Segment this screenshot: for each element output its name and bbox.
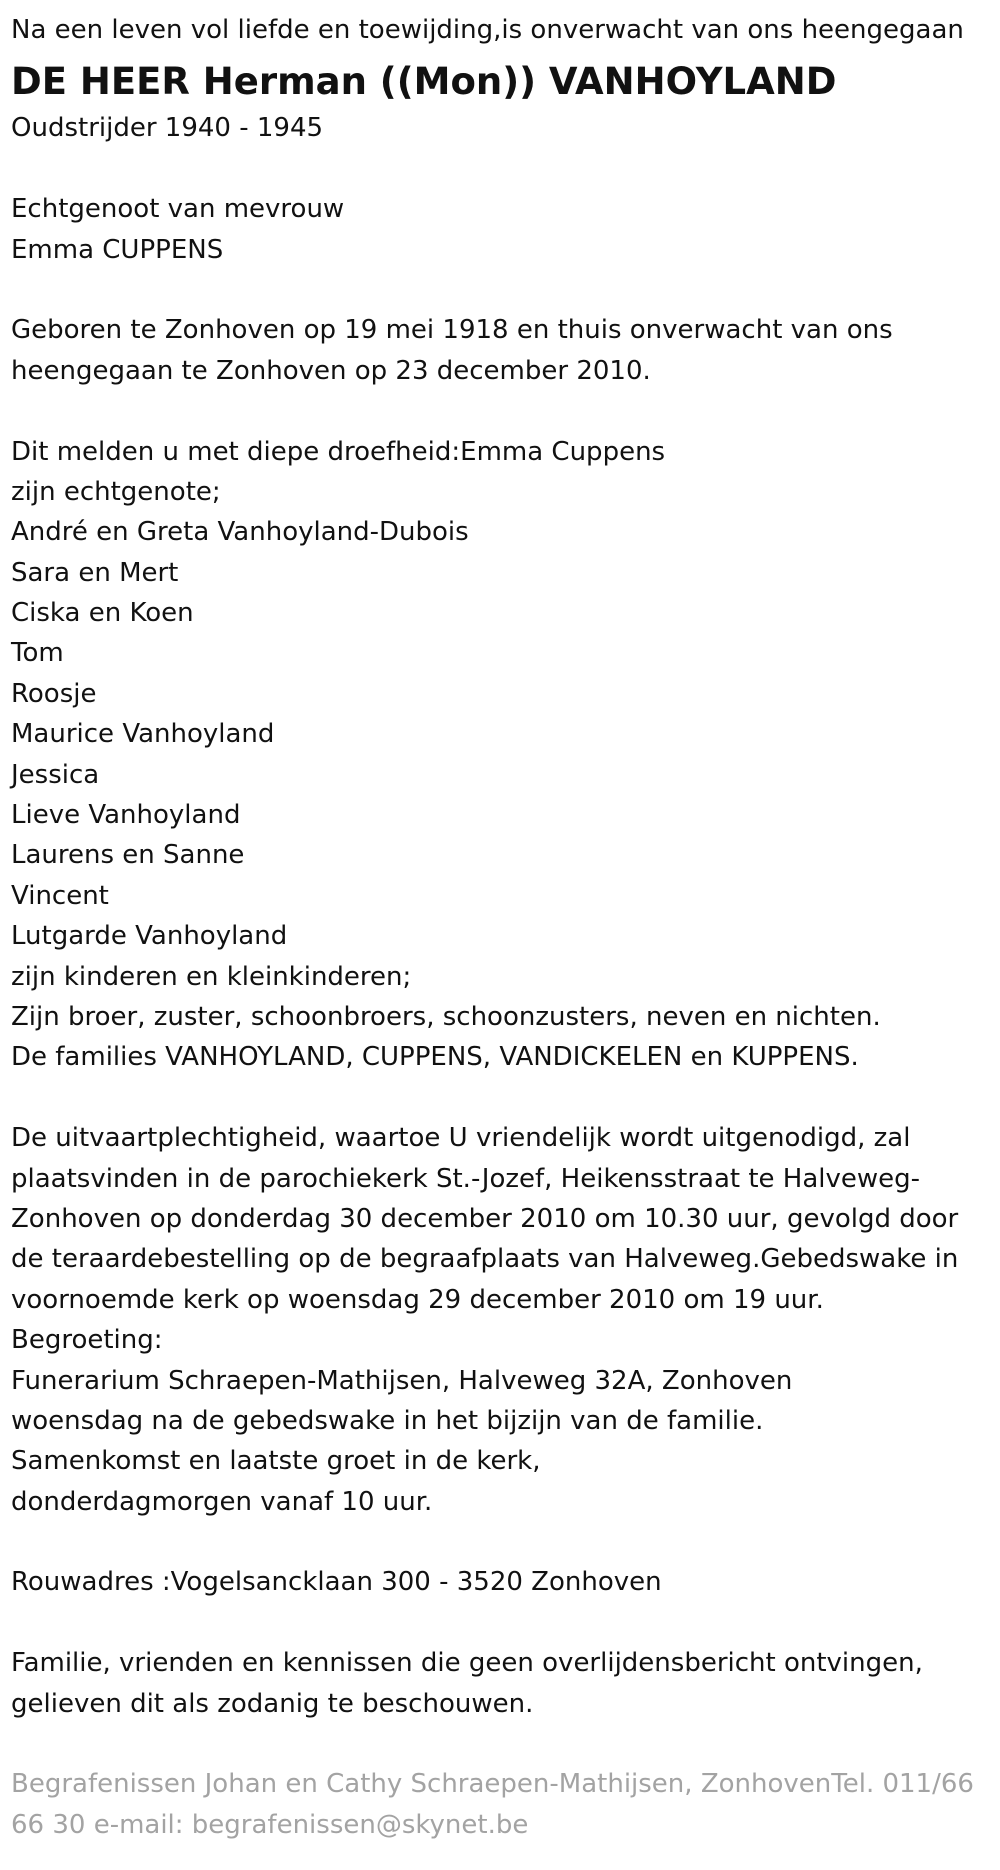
mourner-line: Tom bbox=[11, 638, 64, 669]
mourning-address: Rouwadres :Vogelsancklaan 300 - 3520 Zonhoven bbox=[11, 1567, 662, 1598]
ceremony-line: Begroeting: bbox=[11, 1325, 163, 1356]
mourner-line: Maurice Vanhoyland bbox=[11, 719, 275, 750]
spouse-section bbox=[11, 189, 989, 270]
spacer bbox=[11, 1603, 989, 1643]
ceremony-line: Samenkomst en laatste groet in de kerk, bbox=[11, 1446, 541, 1477]
ceremony-line: voornoemde kerk op woensdag 29 december 2010 om 19 uur. bbox=[11, 1284, 824, 1315]
mourners-section bbox=[11, 432, 989, 1078]
birth-death-line: heengegaan te Zonhoven op 23 december 2010. bbox=[11, 355, 651, 386]
mourner-line: André en Greta Vanhoyland-Dubois bbox=[11, 517, 469, 548]
mourner-line: Dit melden u met diepe droefheid:Emma Cuppens bbox=[11, 436, 666, 467]
spouse-name: Emma CUPPENS bbox=[11, 234, 224, 265]
spouse-line: Echtgenoot van mevrouw bbox=[11, 194, 345, 225]
mourner-line: Vincent bbox=[11, 880, 109, 911]
spacer bbox=[11, 1078, 989, 1118]
deceased-name: DE HEER Herman ((Mon)) VANHOYLAND bbox=[11, 60, 837, 104]
ceremony-line: donderdagmorgen vanaf 10 uur. bbox=[11, 1486, 433, 1517]
spacer bbox=[11, 1724, 989, 1764]
ceremony-line: Zonhoven op donderdag 30 december 2010 om 10.30 uur, gevolgd door bbox=[11, 1203, 959, 1234]
ceremony-line: De uitvaartplechtigheid, waartoe U vriendelijk wordt uitgenodigd, zal bbox=[11, 1123, 911, 1154]
birth-death-line: Geboren te Zonhoven op 19 mei 1918 en thuis onverwacht van ons bbox=[11, 315, 893, 346]
notice-line: Familie, vrienden en kennissen die geen overlijdensbericht ontvingen, bbox=[11, 1648, 923, 1679]
ceremony-section bbox=[11, 1118, 989, 1522]
mourner-line: Roosje bbox=[11, 678, 97, 709]
ceremony-line: plaatsvinden in de parochiekerk St.-Jozef, Heikensstraat te Halveweg- bbox=[11, 1163, 921, 1194]
notice-section bbox=[11, 1643, 989, 1724]
mourner-line: De families VANHOYLAND, CUPPENS, VANDICKELEN en KUPPENS. bbox=[11, 1042, 859, 1073]
mourner-line: Zijn broer, zuster, schoonbroers, schoonzusters, neven en nichten. bbox=[11, 1001, 881, 1032]
spacer bbox=[11, 270, 989, 310]
ceremony-line: Funerarium Schraepen-Mathijsen, Halveweg 32A, Zonhoven bbox=[11, 1365, 793, 1396]
notice-line: gelieven dit als zodanig te beschouwen. bbox=[11, 1688, 534, 1719]
mourner-line: zijn echtgenote; bbox=[11, 476, 221, 507]
spacer bbox=[11, 391, 989, 431]
mourner-line: Lutgarde Vanhoyland bbox=[11, 921, 288, 952]
mourner-line: zijn kinderen en kleinkinderen; bbox=[11, 961, 412, 992]
footer-line: Begrafenissen Johan en Cathy Schraepen-Mathijsen, ZonhovenTel. 011/66 bbox=[11, 1769, 974, 1800]
birth-death-section bbox=[11, 310, 989, 391]
mourner-line: Lieve Vanhoyland bbox=[11, 800, 241, 831]
mourner-line: Ciska en Koen bbox=[11, 598, 194, 629]
mourner-line: Laurens en Sanne bbox=[11, 840, 245, 871]
spacer bbox=[11, 149, 989, 189]
funeral-home-footer bbox=[11, 1764, 989, 1845]
mourner-line: Jessica bbox=[11, 759, 100, 790]
mourner-line: Sara en Mert bbox=[11, 557, 179, 588]
ceremony-line: woensdag na de gebedswake in het bijzijn van de familie. bbox=[11, 1405, 764, 1436]
ceremony-line: de teraardebestelling op de begraafplaats van Halveweg.Gebedswake in bbox=[11, 1244, 959, 1275]
footer-line: 66 30 e-mail: begrafenissen@skynet.be bbox=[11, 1809, 529, 1840]
spacer bbox=[11, 1522, 989, 1562]
intro-text: Na een leven vol liefde en toewijding,is onverwacht van ons heengegaan bbox=[11, 15, 964, 45]
title-line: Oudstrijder 1940 - 1945 bbox=[11, 113, 324, 144]
